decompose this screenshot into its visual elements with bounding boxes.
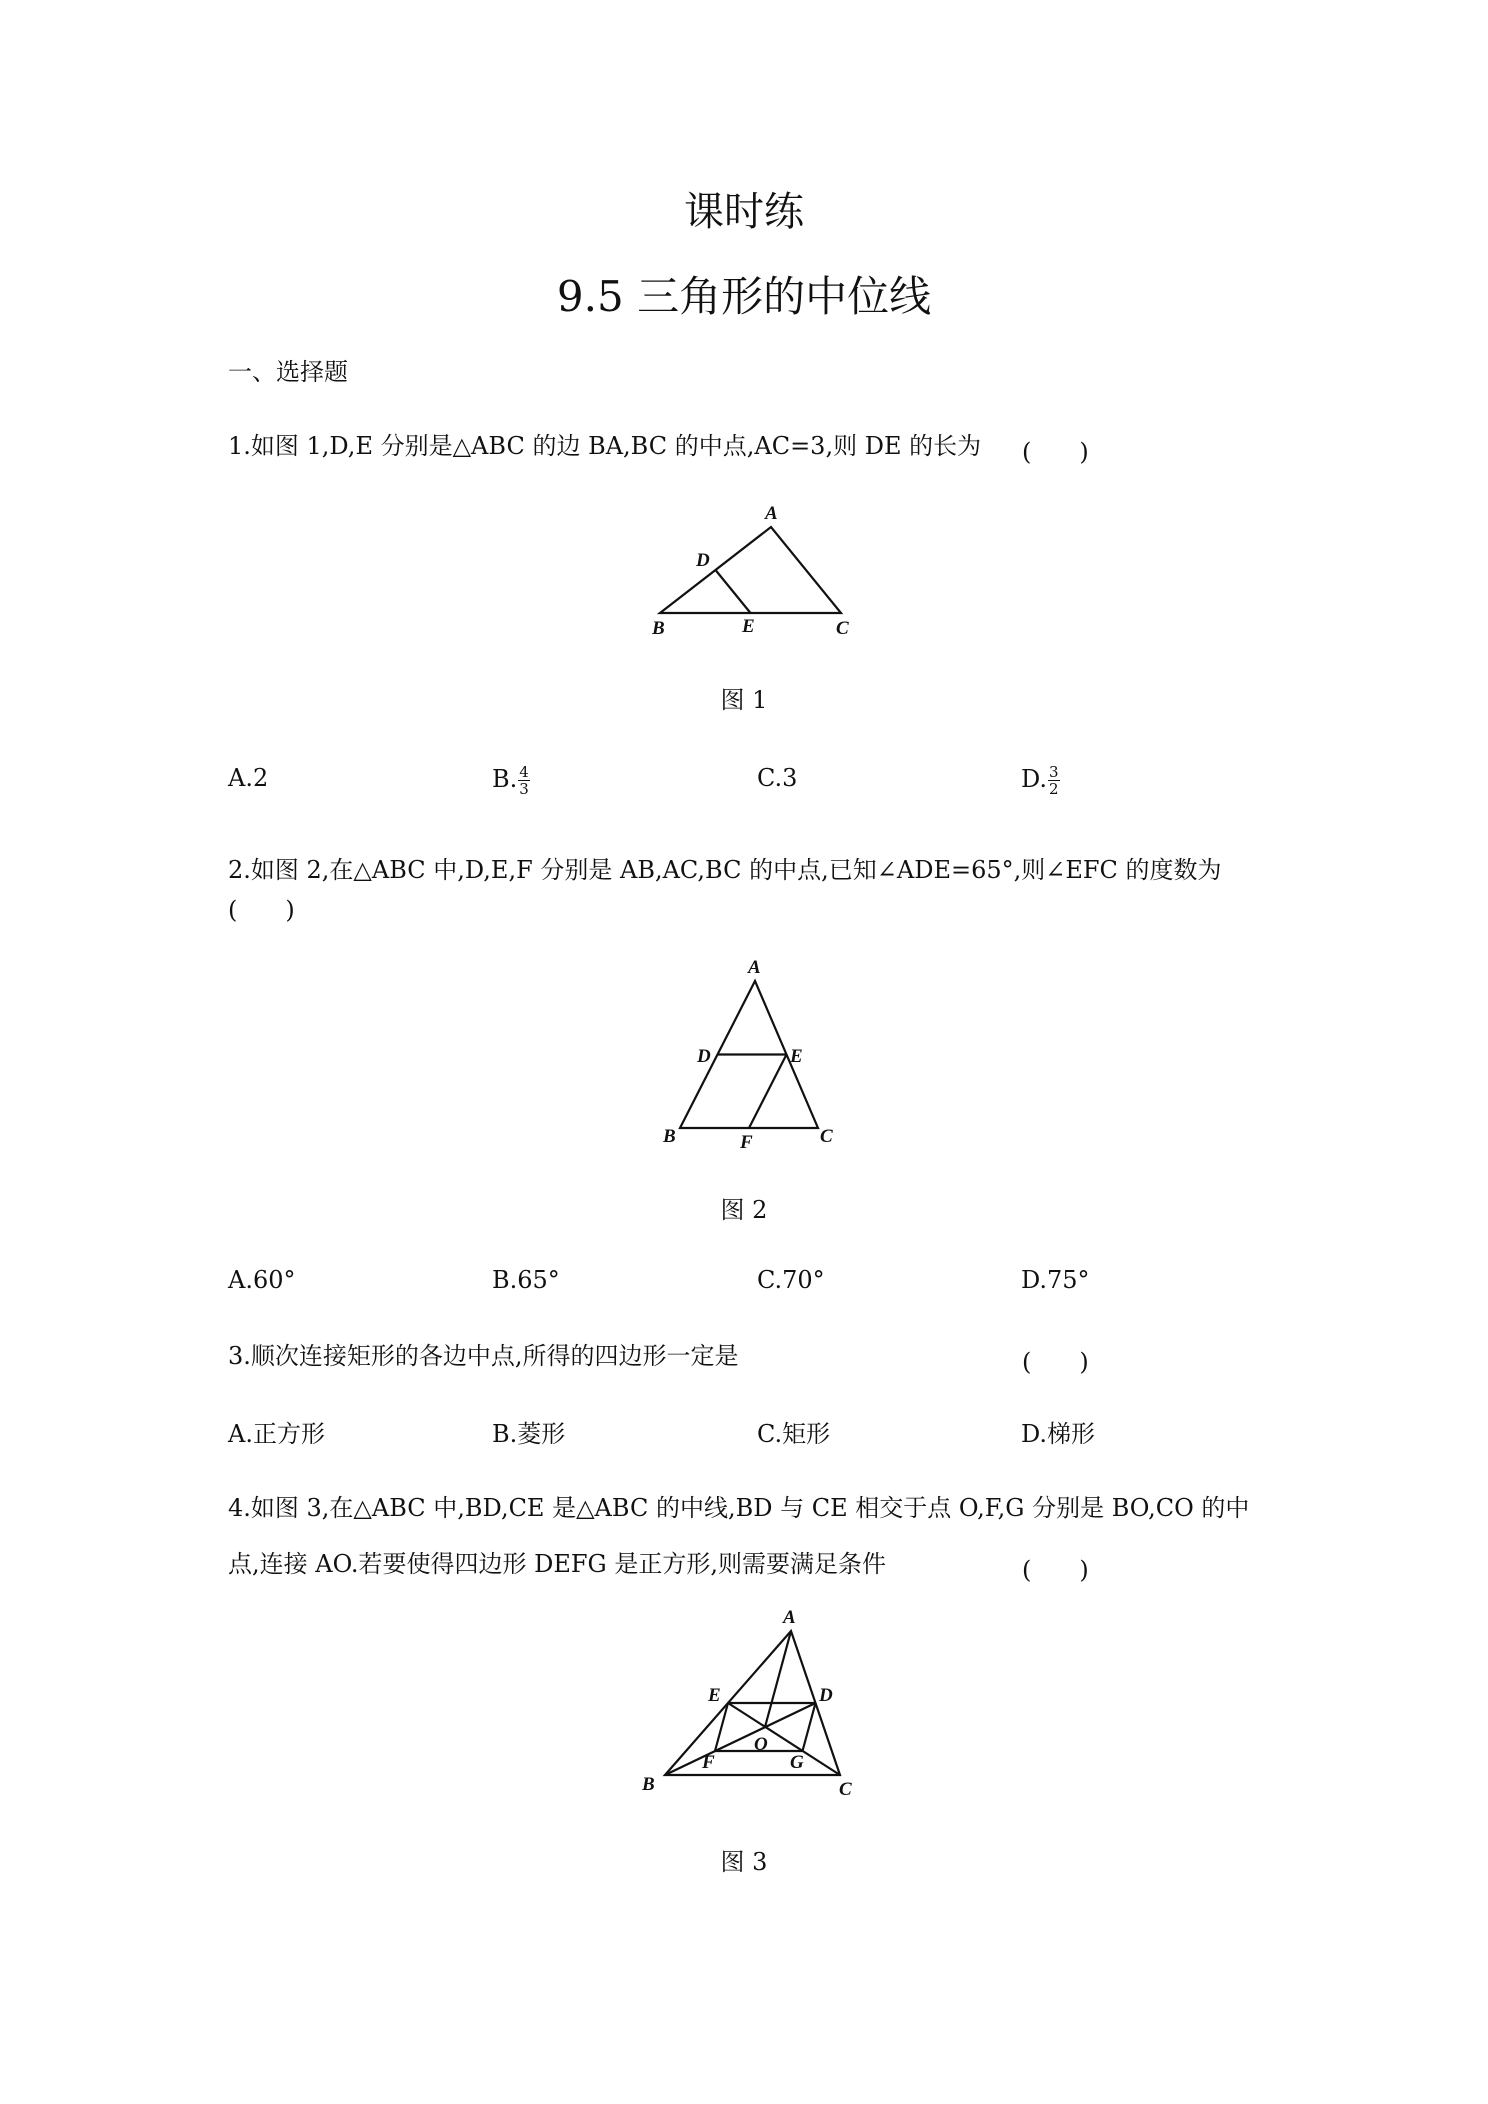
q1-option-d-fraction	[1048, 764, 1060, 797]
figure-3	[630, 1605, 870, 1805]
question-4-stem-line-2: 点,连接 AO.若要使得四边形 DEFG 是正方形,则需要满足条件	[228, 1550, 886, 1578]
label-c: C	[836, 618, 849, 639]
frac-numerator: 4	[519, 763, 529, 781]
question-3-stem: 3.顺次连接矩形的各边中点,所得的四边形一定是	[228, 1342, 739, 1370]
frac-numerator: 3	[1049, 763, 1059, 781]
label-e: E	[742, 616, 755, 637]
q1-option-d-label: D.	[1021, 765, 1048, 793]
triangle-abc	[660, 527, 841, 613]
q3-option-a: A.正方形	[228, 1420, 325, 1448]
figure-2	[650, 955, 850, 1155]
label-d: D	[819, 1685, 833, 1706]
figure-1	[640, 500, 860, 640]
label-f: F	[740, 1132, 753, 1153]
frac-denominator: 3	[519, 780, 529, 798]
q1-option-b-fraction	[518, 764, 530, 797]
q3-option-b: B.菱形	[492, 1420, 566, 1448]
label-a: A	[783, 1607, 796, 1628]
figure-3-caption: 图 3	[720, 1848, 768, 1876]
label-a: A	[765, 503, 778, 524]
label-b: B	[663, 1126, 676, 1147]
label-o: O	[754, 1734, 768, 1755]
median-ce	[728, 1703, 840, 1775]
question-4-answer-blank: ( )	[1022, 1556, 1089, 1584]
q1-option-d	[1021, 764, 1060, 797]
label-e: E	[708, 1685, 721, 1706]
label-d: D	[697, 1046, 711, 1067]
q1-option-a: A.2	[228, 764, 269, 792]
label-b: B	[652, 618, 665, 639]
q3-option-c: C.矩形	[757, 1420, 831, 1448]
label-c: C	[820, 1126, 833, 1147]
segment-dg	[803, 1703, 816, 1751]
question-2-stem: 2.如图 2,在△ABC 中,D,E,F 分别是 AB,AC,BC 的中点,已知∠ADE=65°,则∠EFC 的度数为	[228, 856, 1222, 884]
label-d: D	[696, 550, 710, 571]
q1-option-b	[492, 764, 530, 797]
section-heading: 一、选择题	[228, 358, 348, 386]
question-1-answer-blank: ( )	[1022, 438, 1089, 466]
q1-option-b-label: B.	[492, 765, 518, 793]
q2-option-d: D.75°	[1021, 1266, 1090, 1294]
figure-2-caption: 图 2	[720, 1196, 768, 1224]
label-c: C	[839, 1779, 852, 1800]
question-4-stem-line-1: 4.如图 3,在△ABC 中,BD,CE 是△ABC 的中线,BD 与 CE 相交于点 O,F,G 分别是 BO,CO 的中	[228, 1494, 1250, 1522]
q2-option-c: C.70°	[757, 1266, 825, 1294]
label-g: G	[790, 1752, 804, 1773]
question-3-answer-blank: ( )	[1022, 1348, 1089, 1376]
figure-1-caption: 图 1	[720, 686, 768, 714]
q1-option-c: C.3	[757, 764, 798, 792]
question-2-answer-blank: ( )	[228, 896, 295, 924]
q3-option-d: D.梯形	[1021, 1420, 1096, 1448]
midline-ef	[749, 1055, 787, 1129]
label-f: F	[702, 1752, 715, 1773]
label-e: E	[790, 1046, 803, 1067]
frac-denominator: 2	[1049, 780, 1059, 798]
question-1-stem: 1.如图 1,D,E 分别是△ABC 的边 BA,BC 的中点,AC=3,则 DE 的长为	[228, 432, 982, 460]
label-b: B	[642, 1774, 655, 1795]
label-a: A	[748, 957, 761, 978]
midline-de	[716, 570, 751, 613]
q2-option-b: B.65°	[492, 1266, 560, 1294]
page-title: 课时练	[684, 189, 804, 235]
lesson-title: 9.5 三角形的中位线	[556, 272, 932, 321]
q2-option-a: A.60°	[228, 1266, 296, 1294]
